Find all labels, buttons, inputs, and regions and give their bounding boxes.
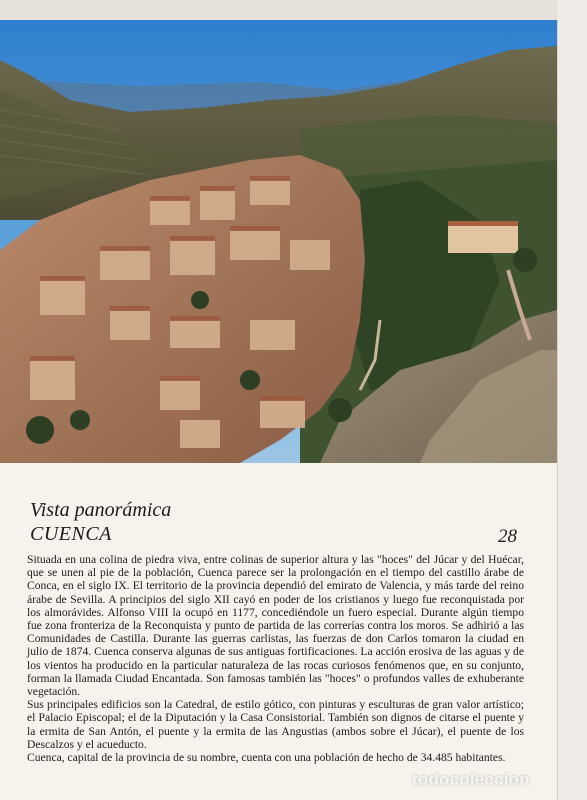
description-text [27,553,524,764]
watermark: todocoleccion [412,770,530,789]
panoramic-photo [0,20,557,463]
paragraph-buildings: Sus principales edificios son la Catedral, de estilo gótico, con pinturas y esculturas de gran valor artístico; el Palacio Episcopal; el de la Diputación y la Casa Consistorial. También son dignos de citarse el puente y la ermita de San Antón, el puente y la ermita de las Angustias (ambos sobre el Júcar), el puente de los Descalzos y el acueducto. [27,698,524,751]
right-margin [557,0,587,800]
postcard [0,20,557,800]
paragraph-population: Cuenca, capital de la provincia de su nombre, cuenta con una población de hecho de 34.485 habitantes. [27,751,506,765]
page-number: 28 [498,526,517,547]
caption-place: CUENCA [30,523,112,545]
page-top-edge [0,0,587,20]
paragraph-history: Situada en una colina de piedra viva, entre colinas de superior altura y las "hoces" del Júcar y del Huécar, que se unen al pie de la población, Cuenca parece ser la prolongación en el tiempo del castillo árabe de Conca, en el siglo IX. El territorio de la provincia dependió del emirato de Valencia, y más tarde del reino árabe de Sevilla. A principios del siglo XII cayó en poder de los cristianos y luego fue reconquistada por los almorávides. Alfonso VIII la ocupó en 1177, concediéndole un fuero especial. Durante algún tiempo fue zona fronteriza de la Reconquista y punto de partida de las correrías contra los moros. Se adhirió a las Comunidades de Castilla. Durante las guerras carlistas, las fuerzas de don Carlos tomaron la ciudad en julio de 1874. Cuenca conserva algunas de sus antiguas fortificaciones. La acción erosiva de las aguas y de los vientos ha producido en la particular naturaleza de las rocas curiosos fenómenos que, en su conjunto, forman la llamada Ciudad Encantada. Son famosas también las "hoces" o profundos valles de exhuberante vegetación. [27,553,524,699]
caption-title: Vista panorámica [30,499,172,521]
cuenca-landscape-image [0,20,557,463]
